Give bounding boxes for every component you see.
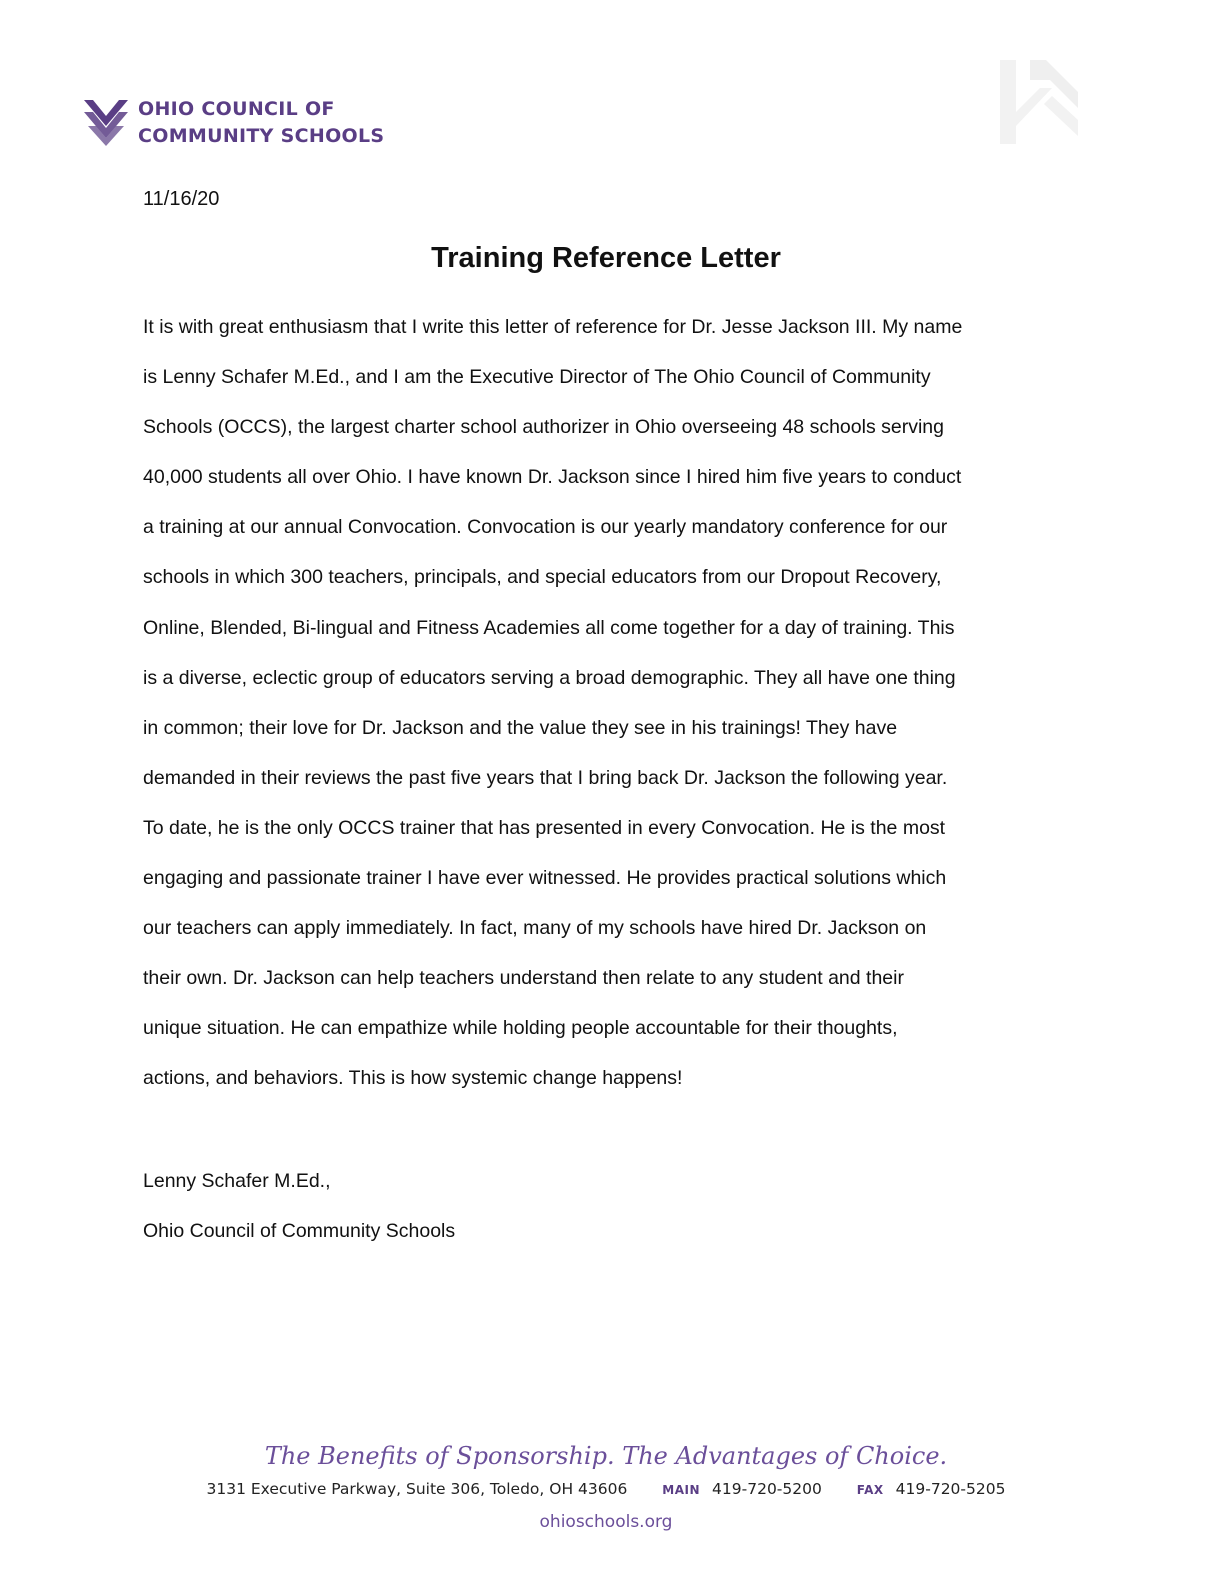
body-line: engaging and passionate trainer I have ever witnessed. He provides practical solutions which [143, 867, 947, 890]
body-line: is Lenny Schafer M.Ed., and I am the Executive Director of The Ohio Council of Community [143, 366, 931, 389]
footer-tagline: The Benefits of Sponsorship. The Advantages of Choice. [264, 1442, 948, 1470]
footer-contact-row [0, 1474, 1212, 1504]
main-phone: 419-720-5200 [712, 1480, 822, 1498]
body-line: demanded in their reviews the past five years that I bring back Dr. Jackson the following year. [143, 766, 948, 789]
signature-organization: Ohio Council of Community Schools [143, 1220, 456, 1242]
organization-name-line-1: OHIO COUNCIL OF [138, 98, 335, 120]
body-line: a training at our annual Convocation. Convocation is our yearly mandatory conference for our [143, 516, 948, 539]
letterhead-footer [0, 1438, 1212, 1540]
signature-name: Lenny Schafer M.Ed., [143, 1170, 331, 1192]
body-line: actions, and behaviors. This is how systemic change happens! [143, 1067, 683, 1090]
body-line: It is with great enthusiasm that I write this letter of reference for Dr. Jesse Jackson III. My name [143, 316, 963, 338]
organization-name [138, 96, 384, 150]
footer-address: 3131 Executive Parkway, Suite 306, Toledo, OH 43606 [206, 1480, 628, 1498]
body-line: unique situation. He can empathize while holding people accountable for their thoughts, [143, 1017, 898, 1040]
letter-body [143, 302, 1073, 1104]
chevron-logo-icon [84, 100, 128, 146]
body-line: Schools (OCCS), the largest charter school authorizer in Ohio overseeing 48 schools serving [143, 416, 944, 439]
body-line: our teachers can apply immediately. In fact, many of my schools have hired Dr. Jackson on [143, 917, 927, 940]
body-line: their own. Dr. Jackson can help teachers understand then relate to any student and their [143, 967, 904, 990]
body-line: Online, Blended, Bi-lingual and Fitness Academies all come together for a day of training. This [143, 616, 955, 639]
body-line: 40,000 students all over Ohio. I have known Dr. Jackson since I hired him five years to conduct [143, 466, 962, 489]
fax-number: 419-720-5205 [895, 1480, 1006, 1498]
letter-title: Training Reference Letter [431, 242, 781, 274]
footer-website-link[interactable]: ohioschools.org [539, 1512, 673, 1532]
body-line: is a diverse, eclectic group of educators serving a broad demographic. They all have one thing [143, 666, 956, 689]
body-line: To date, he is the only OCCS trainer that has presented in every Convocation. He is the most [143, 816, 946, 839]
signature-block [143, 1156, 455, 1256]
organization-name-line-2: COMMUNITY SCHOOLS [138, 125, 385, 147]
main-phone-label: MAIN [662, 1483, 701, 1497]
organization-logo [84, 96, 384, 150]
fax-label: FAX [856, 1483, 884, 1497]
chevron-watermark-icon [1000, 60, 1078, 144]
letter-date: 11/16/20 [143, 188, 220, 210]
body-line: schools in which 300 teachers, principals, and special educators from our Dropout Recovery, [143, 566, 942, 589]
body-line: in common; their love for Dr. Jackson and the value they see in his trainings! They have [143, 716, 898, 739]
